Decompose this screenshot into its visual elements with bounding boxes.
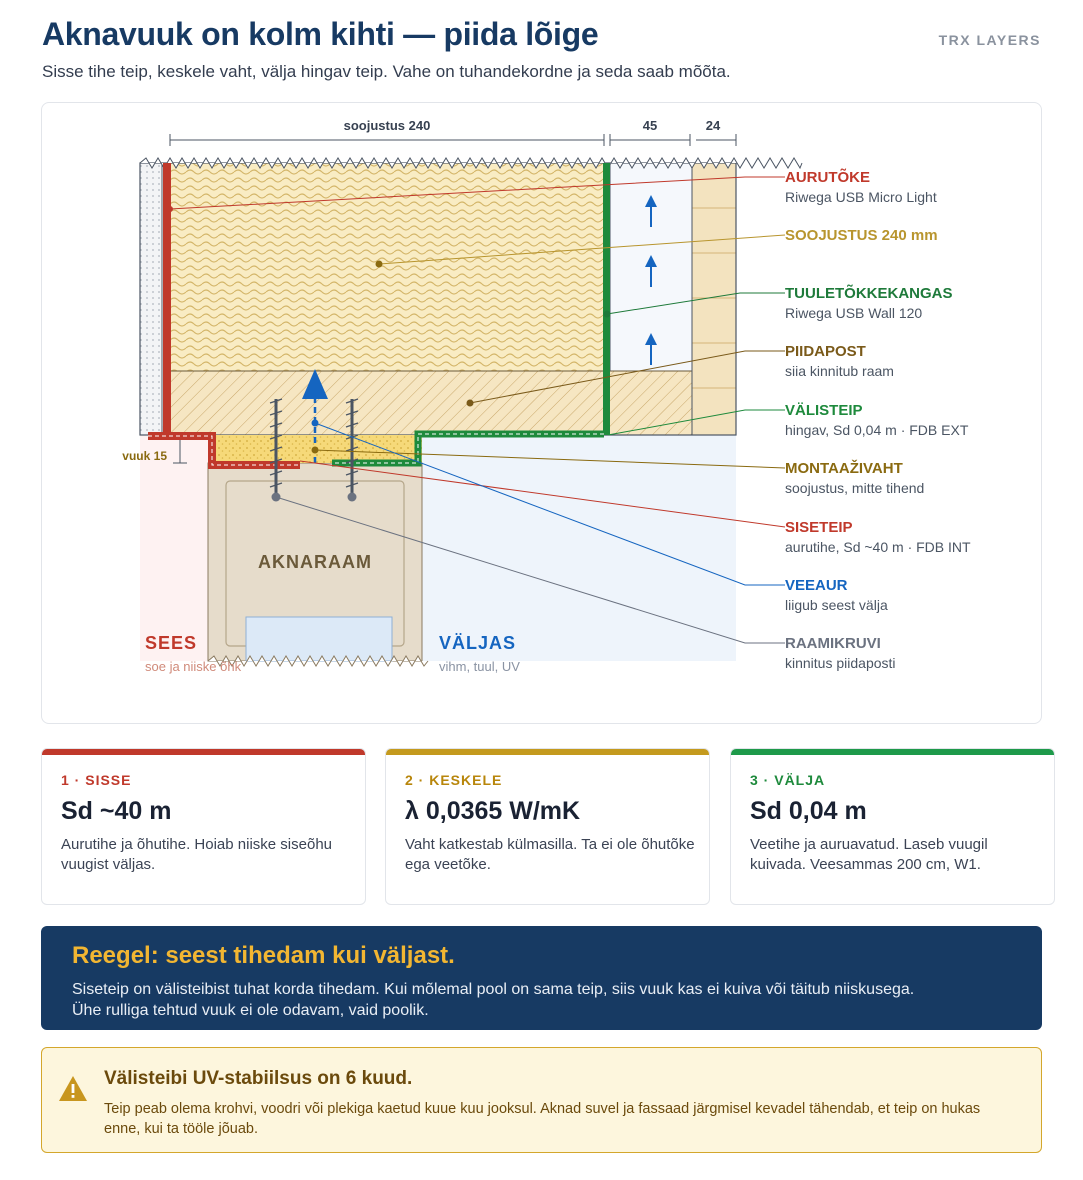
section-drawing	[42, 103, 1042, 724]
card-label: 3 · VÄLJA	[750, 772, 826, 788]
warning-text: Teip peab olema krohvi, voodri või plekiga kaetud kuue kuu jooksul. Aknad suvel ja fassaad järgmisel kevadel tähendab, et teip on hukas enne, kui ta tööle jõuab.	[104, 1101, 981, 1137]
callout-jamb-title: PIIDAPOST	[785, 343, 866, 360]
card-label: 1 · SISSE	[61, 772, 132, 788]
outside-sub: vihm, tuul, UV	[439, 659, 520, 674]
callout-exterior-tape-title: VÄLISTEIP	[785, 402, 863, 419]
vapour-barrier	[163, 163, 171, 435]
dim-cladding: 24	[705, 118, 721, 133]
card-outside	[730, 748, 1055, 905]
brand-logo: TRX LAYERS	[938, 32, 1041, 48]
cladding-board	[692, 163, 736, 435]
card-value: Sd 0,04 m	[750, 797, 867, 825]
outside-label: VÄLJAS	[439, 633, 517, 653]
dim-gap: 45	[642, 118, 658, 133]
callout-foam-sub: soojustus, mitte tihend	[785, 480, 925, 496]
section-diagram	[41, 102, 1042, 724]
card-value: λ 0,0365 W/mK	[405, 797, 581, 825]
callout-jamb-sub: siia kinnitub raam	[785, 363, 894, 379]
warning-triangle-icon	[57, 1074, 89, 1104]
card-label: 2 · KESKELE	[405, 772, 503, 788]
card-middle	[385, 748, 710, 905]
callout-insulation-title: SOOJUSTUS 240 mm	[785, 227, 938, 244]
callout-wind-barrier-title: TUULETÕKKEKANGAS	[785, 285, 953, 302]
dim-insulation: soojustus 240	[343, 118, 431, 133]
page-subtitle: Sisse tihe teip, keskele vaht, välja hingav teip. Vahe on tuhandekordne ja seda saab mõõta.	[42, 62, 731, 81]
callout-vapour-barrier-sub: Riwega USB Micro Light	[785, 189, 937, 205]
wind-barrier	[603, 163, 610, 435]
card-value: Sd ~40 m	[61, 797, 172, 825]
callout-wind-barrier-sub: Riwega USB Wall 120	[785, 305, 923, 321]
warning-box	[41, 1047, 1042, 1153]
inside-sub: soe ja niiske õhk	[145, 659, 242, 674]
callout-exterior-tape-sub: hingav, Sd 0,04 m · FDB EXT	[785, 422, 969, 438]
outside-zone	[422, 433, 736, 661]
frame-label: AKNARAAM	[258, 552, 372, 572]
card-inside	[41, 748, 366, 905]
callout-vapour-title: VEEAUR	[785, 577, 848, 594]
dim-joint: vuuk 15	[122, 449, 167, 463]
card-description: Vaht katkestab külmasilla. Ta ei ole õhutõke ega veetõke.	[405, 836, 695, 873]
inside-label: SEES	[145, 633, 198, 653]
warning-title: Välisteibi UV-stabiilsus on 6 kuud.	[104, 1068, 413, 1089]
callout-interior-tape-title: SISETEIP	[785, 519, 853, 536]
callout-interior-tape-sub: aurutihe, Sd ~40 m · FDB INT	[785, 539, 971, 555]
callout-vapour-barrier-title: AURUTÕKE	[785, 169, 870, 186]
rule-banner	[41, 926, 1042, 1030]
rule-title: Reegel: seest tihedam kui väljast.	[72, 942, 455, 969]
layer-cards	[41, 748, 1054, 905]
callout-foam-title: MONTAAŽIVAHT	[785, 460, 903, 477]
callout-screw-sub: kinnitus piidaposti	[785, 655, 896, 671]
callout-screw-title: RAAMIKRUVI	[785, 635, 881, 652]
callout-vapour-sub: liigub seest välja	[785, 597, 888, 613]
glass-pane	[246, 617, 392, 661]
card-description: Aurutihe ja õhutihe. Hoiab niiske siseõhu vuugist väljas.	[61, 836, 333, 873]
rule-text: Siseteip on välisteibist tuhat korda tihedam. Kui mõlemal pool on sama teip, siis vuuk kas ei kuiva või täitub niiskusega. Ühe rulliga tehtud vuuk ei ole odavam, vaid poolik.	[72, 981, 915, 1019]
card-description: Veetihe ja auruavatud. Laseb vuugil kuivada. Veesammas 200 cm, W1.	[750, 836, 988, 873]
page-title: Aknavuuk on kolm kihti — piida lõige	[42, 16, 599, 52]
callout-list	[785, 168, 971, 671]
